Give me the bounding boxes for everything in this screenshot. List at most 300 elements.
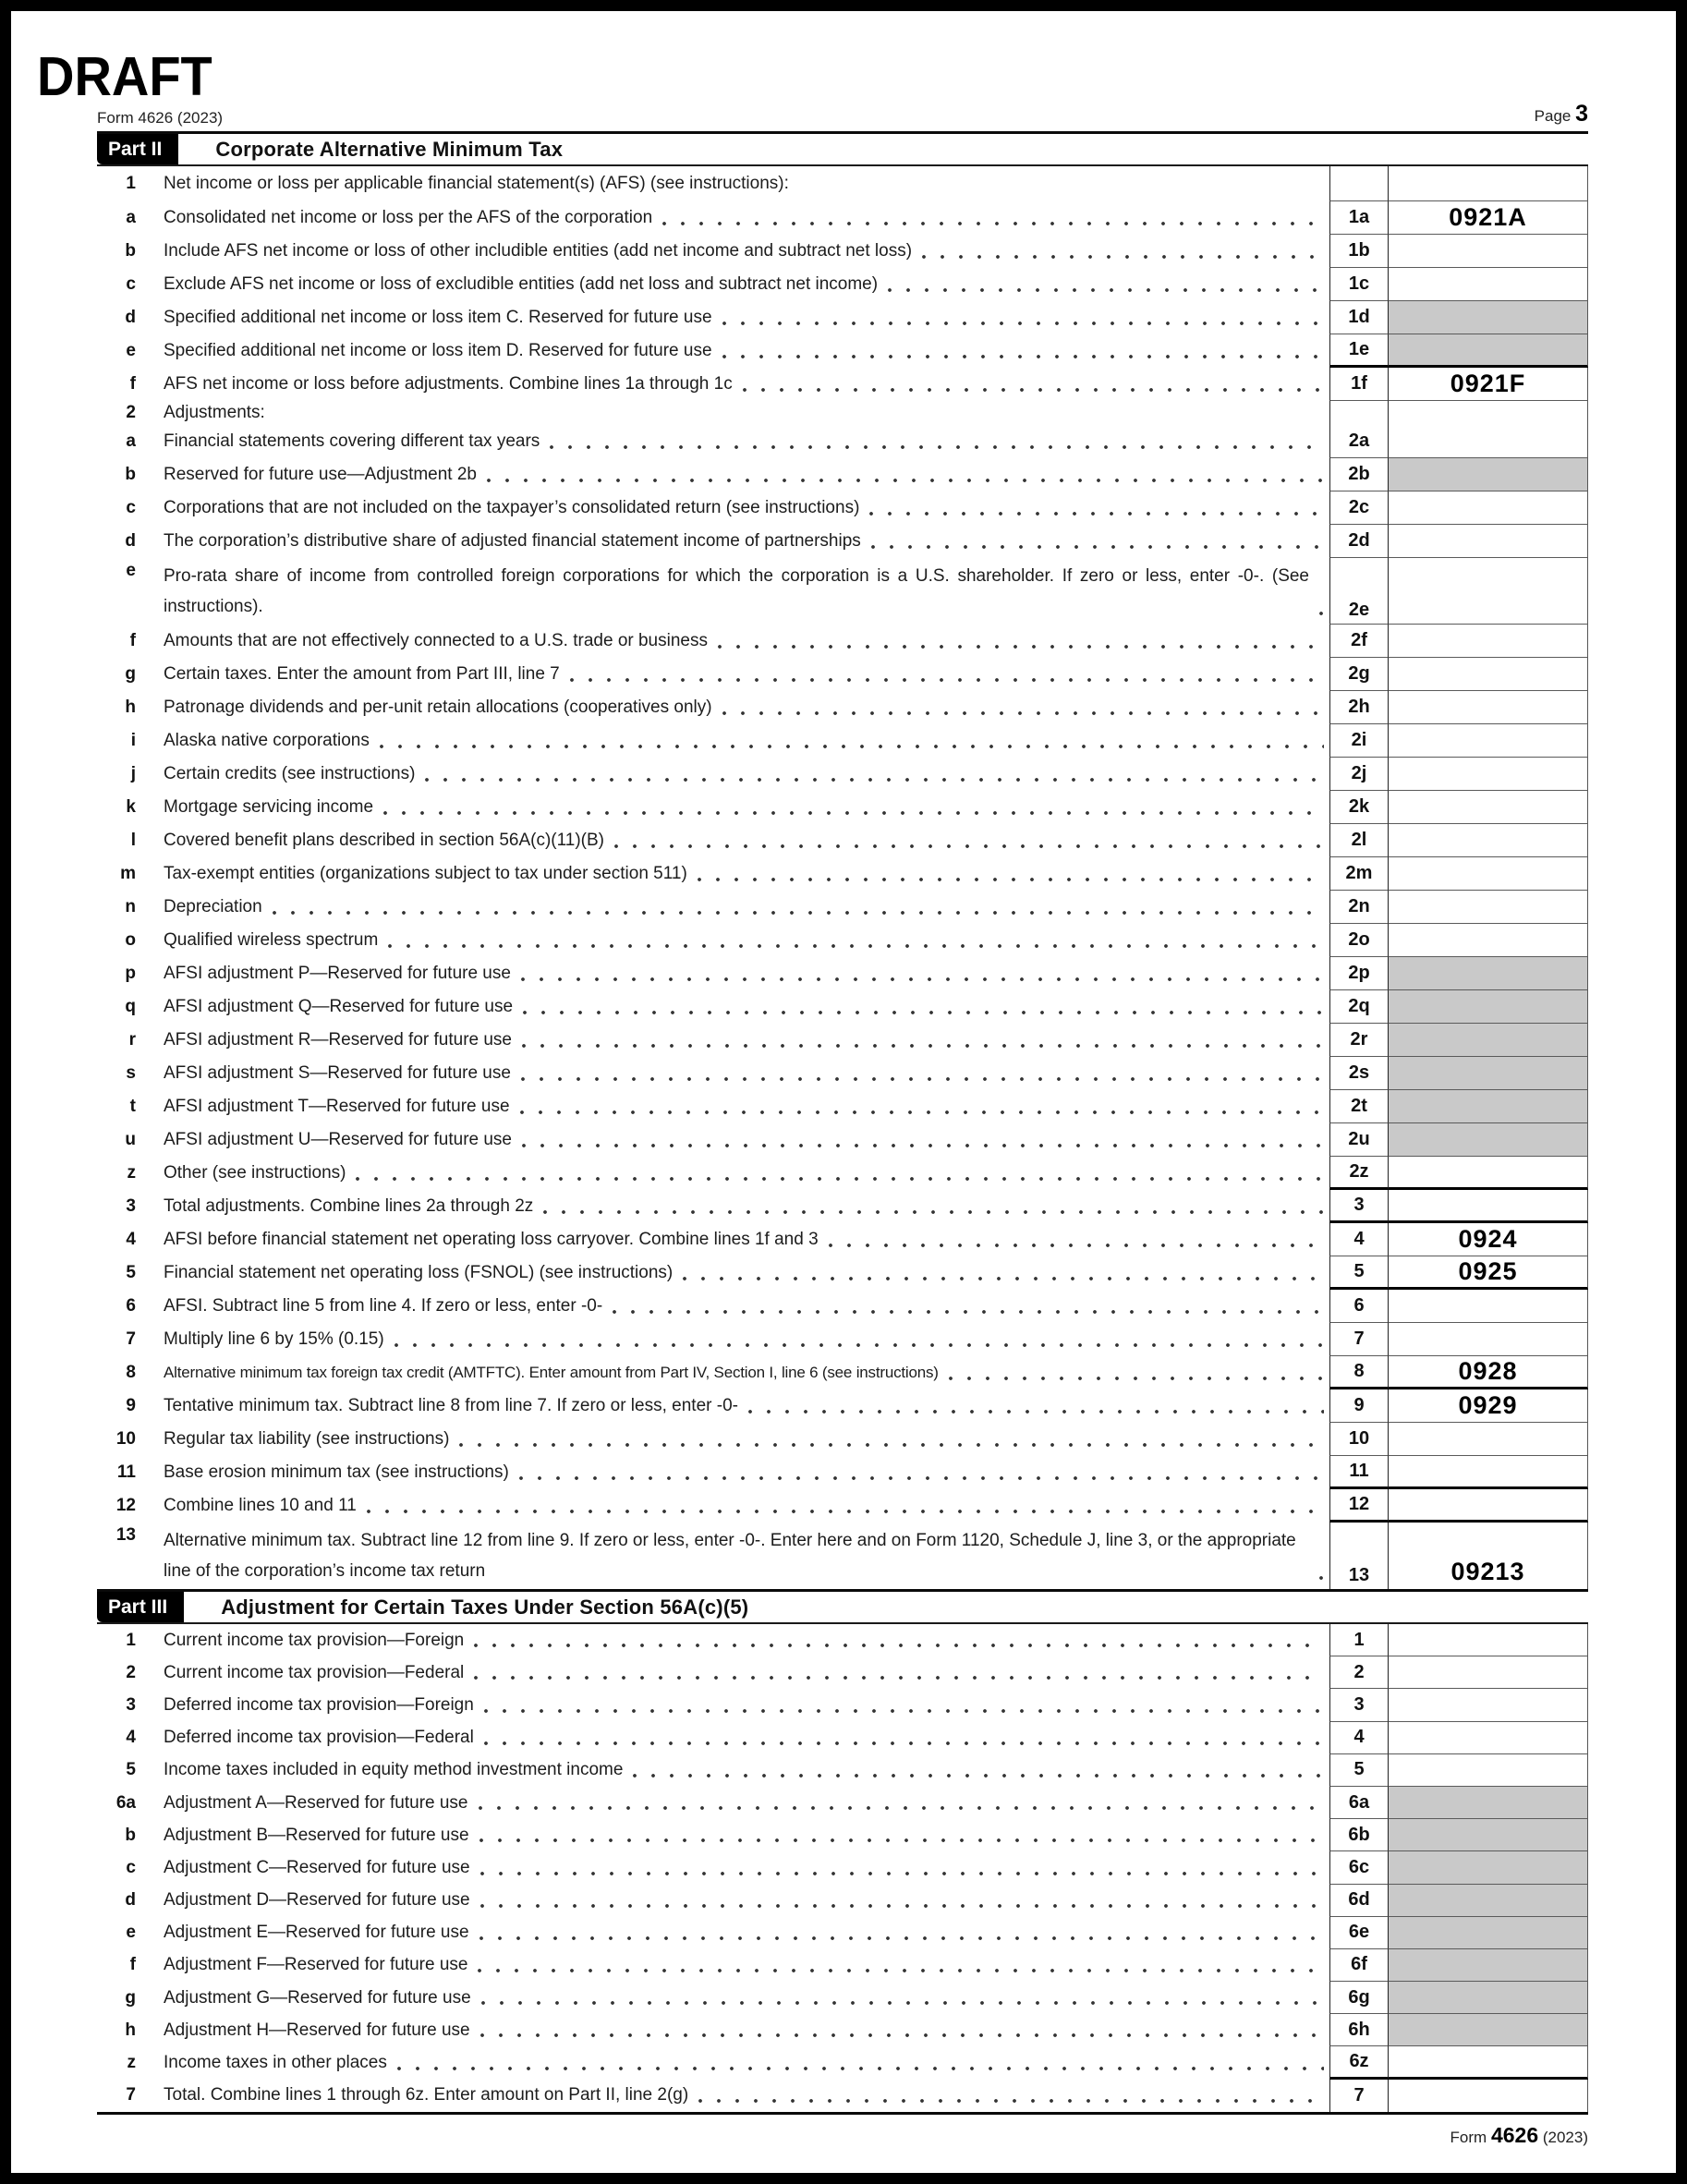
line-number: d <box>125 1890 136 1911</box>
line-ref: 2i <box>1351 730 1367 750</box>
dot-leader <box>521 1123 1324 1157</box>
line-ref-cell <box>1329 2014 1389 2046</box>
amount-cell[interactable] <box>1389 525 1588 558</box>
line-ref-cell <box>1329 691 1389 724</box>
footer-form-label: Form <box>1450 2128 1487 2146</box>
reserved-cell <box>1389 1917 1588 1949</box>
dot-leader <box>394 1323 1324 1356</box>
line-number: 4 <box>126 1728 136 1748</box>
dot-leader <box>473 1624 1324 1656</box>
part2-row-intro-2 <box>97 401 1588 425</box>
dot-leader <box>520 1057 1324 1090</box>
row-label: Current income tax provision—Foreign <box>164 1630 465 1650</box>
part2-header <box>97 134 1588 166</box>
dot-leader <box>272 891 1324 924</box>
row-label: Combine lines 10 and 11 <box>164 1496 357 1515</box>
line-number: p <box>125 964 136 983</box>
part2-row-2e <box>97 558 1588 625</box>
amount-cell[interactable] <box>1389 891 1588 924</box>
line-ref: 9 <box>1353 1395 1365 1415</box>
amount-cell[interactable] <box>1389 1523 1588 1589</box>
line-ref-cell <box>1329 1754 1389 1787</box>
dot-leader <box>518 1456 1324 1489</box>
part3-row-6e <box>97 1917 1588 1949</box>
amount-cell[interactable] <box>1389 1489 1588 1523</box>
row-label: Covered benefit plans described in section 56A(c)(11)(B) <box>164 831 604 850</box>
part2-row-10 <box>97 1423 1588 1456</box>
dot-leader <box>387 924 1324 957</box>
page-indicator <box>1535 101 1588 127</box>
line-ref: 6g <box>1348 1986 1370 2008</box>
amount-cell[interactable] <box>1389 1290 1588 1323</box>
row-label: Other (see instructions) <box>164 1163 346 1183</box>
line-ref-cell <box>1329 1090 1389 1123</box>
row-label: AFSI before financial statement net operating loss carryover. Combine lines 1f and 3 <box>164 1230 819 1249</box>
dot-leader <box>355 1157 1324 1190</box>
amount-cell[interactable] <box>1389 2080 1588 2112</box>
part2-row-intro-1 <box>97 166 1588 201</box>
dot-leader <box>747 1389 1324 1423</box>
reserved-cell <box>1389 1949 1588 1982</box>
dot-leader <box>887 268 1324 301</box>
row-label: Reserved for future use—Adjustment 2b <box>164 465 478 484</box>
line-ref-cell <box>1329 1456 1389 1489</box>
amount-cell[interactable] <box>1389 824 1588 857</box>
row-label: Current income tax provision—Federal <box>164 1662 465 1682</box>
entry-value: 0921A <box>1449 203 1527 231</box>
line-number: 3 <box>126 1694 136 1715</box>
dot-leader <box>479 1917 1324 1949</box>
amount-cell[interactable] <box>1389 658 1588 691</box>
line-number: 7 <box>126 1329 136 1349</box>
amount-cell[interactable] <box>1389 1256 1588 1290</box>
part2-row-2i <box>97 724 1588 758</box>
dot-leader <box>1318 558 1324 625</box>
part3-row-7 <box>97 2080 1588 2112</box>
row-label: Total adjustments. Combine lines 2a through 2z <box>164 1196 534 1216</box>
row-label: AFSI adjustment R—Reserved for future use <box>164 1030 512 1050</box>
reserved-cell <box>1389 458 1588 491</box>
line-ref-cell <box>1329 425 1389 458</box>
reserved-cell <box>1389 1090 1588 1123</box>
amount-cell[interactable] <box>1389 1356 1588 1389</box>
dot-leader <box>948 1356 1324 1389</box>
line-ref: 1b <box>1348 240 1370 261</box>
dot-leader <box>870 525 1324 558</box>
line-number: 4 <box>126 1230 136 1249</box>
dot-leader <box>479 1885 1324 1917</box>
part2-title: Corporate Alternative Minimum Tax <box>215 137 564 161</box>
dot-leader <box>698 2080 1324 2112</box>
reserved-cell <box>1389 990 1588 1024</box>
line-ref: 4 <box>1353 1229 1365 1249</box>
amount-cell[interactable] <box>1389 1656 1588 1689</box>
line-ref: 2z <box>1349 1161 1369 1182</box>
entry-value: 0928 <box>1458 1357 1518 1385</box>
entry-value: 0925 <box>1458 1257 1518 1285</box>
form-header-line <box>97 101 1588 127</box>
line-number: 9 <box>126 1396 136 1415</box>
line-ref-cell <box>1329 1290 1389 1323</box>
row-label: Adjustment A—Reserved for future use <box>164 1792 468 1813</box>
dot-leader <box>722 334 1324 368</box>
line-ref: 2a <box>1348 431 1370 451</box>
amount-cell[interactable] <box>1389 724 1588 758</box>
part2-row-2h <box>97 691 1588 724</box>
line-ref: 3 <box>1353 1195 1365 1215</box>
dot-leader <box>382 791 1324 824</box>
amount-cell[interactable] <box>1389 425 1588 458</box>
line-number: n <box>125 897 136 916</box>
form-page <box>11 11 1676 2173</box>
amount-cell[interactable] <box>1389 691 1588 724</box>
line-ref: 6e <box>1348 1922 1370 1943</box>
part3-row-6g <box>97 1982 1588 2014</box>
dot-leader <box>717 625 1324 658</box>
dot-leader <box>1318 1523 1324 1589</box>
amount-cell[interactable] <box>1389 1223 1588 1256</box>
line-ref: 2k <box>1348 796 1370 817</box>
dot-leader <box>542 1190 1324 1223</box>
row-label: Qualified wireless spectrum <box>164 930 379 950</box>
dot-leader <box>798 166 1324 201</box>
part2-row-2t <box>97 1090 1588 1123</box>
line-ref: 2 <box>1353 1661 1365 1682</box>
line-number: f <box>129 374 136 394</box>
line-ref: 2f <box>1351 630 1367 650</box>
dot-leader <box>486 458 1324 491</box>
row-label: Certain credits (see instructions) <box>164 764 416 783</box>
part3-header <box>97 1592 1588 1624</box>
amount-cell[interactable] <box>1389 1456 1588 1489</box>
line-ref: 11 <box>1349 1461 1369 1481</box>
line-ref: 12 <box>1348 1494 1370 1514</box>
line-number: 10 <box>115 1429 136 1449</box>
line-number: b <box>125 241 136 261</box>
line-ref-cell <box>1329 2080 1389 2112</box>
amount-cell[interactable] <box>1389 1689 1588 1721</box>
line-ref: 1d <box>1348 307 1370 327</box>
part2-row-12 <box>97 1489 1588 1523</box>
dot-leader <box>479 1819 1324 1851</box>
amount-cell[interactable] <box>1389 1190 1588 1223</box>
part3-row-6c <box>97 1851 1588 1884</box>
amount-cell[interactable] <box>1389 625 1588 658</box>
part2-row-2c <box>97 491 1588 525</box>
part2-row-2l <box>97 824 1588 857</box>
line-ref: 2o <box>1348 929 1370 950</box>
amount-cell[interactable] <box>1389 1423 1588 1456</box>
line-ref: 1e <box>1348 339 1370 359</box>
line-number: g <box>125 1987 136 2008</box>
line-ref: 7 <box>1353 1329 1365 1349</box>
row-label: Adjustment H—Reserved for future use <box>164 2020 470 2040</box>
dot-leader <box>722 301 1324 334</box>
line-number: s <box>126 1063 136 1083</box>
line-ref: 7 <box>1353 2084 1365 2105</box>
line-number: 6a <box>115 1792 136 1813</box>
row-label: Total. Combine lines 1 through 6z. Enter amount on Part II, line 2(g) <box>164 2085 689 2105</box>
line-ref-cell <box>1329 1024 1389 1057</box>
dot-leader <box>473 1656 1324 1689</box>
line-ref-cell <box>1329 1223 1389 1256</box>
amount-cell[interactable] <box>1389 201 1588 235</box>
row-label: Alternative minimum tax foreign tax credit (AMTFTC). Enter amount from Part IV, Section I, line 6 (see instructions) <box>164 1364 939 1381</box>
reserved-cell <box>1389 1819 1588 1851</box>
reserved-cell <box>1389 1057 1588 1090</box>
dot-leader <box>632 1754 1324 1787</box>
part3-row-6h <box>97 2014 1588 2046</box>
row-label: The corporation’s distributive share of adjusted financial statement income of partnerships <box>164 531 861 551</box>
line-ref-cell <box>1329 334 1389 368</box>
line-number: q <box>125 997 136 1016</box>
amount-cell[interactable] <box>1389 857 1588 891</box>
line-number: h <box>125 2020 136 2040</box>
reserved-cell <box>1389 1787 1588 1819</box>
amount-cell[interactable] <box>1389 2046 1588 2079</box>
line-ref-cell <box>1329 525 1389 558</box>
line-number: 5 <box>126 1760 136 1780</box>
amount-cell[interactable] <box>1389 758 1588 791</box>
dot-leader <box>612 1290 1324 1323</box>
entry-value: 09213 <box>1450 1558 1525 1585</box>
part2-row-2a <box>97 425 1588 458</box>
line-number: f <box>129 1955 136 1975</box>
line-ref: 6d <box>1348 1889 1370 1911</box>
line-number: j <box>130 764 136 783</box>
amount-cell[interactable] <box>1389 924 1588 957</box>
amount-cell[interactable] <box>1389 558 1588 625</box>
line-ref-cell <box>1329 166 1389 201</box>
row-label: Specified additional net income or loss item D. Reserved for future use <box>164 341 712 360</box>
line-ref-cell <box>1329 1256 1389 1290</box>
line-ref: 2j <box>1351 763 1367 783</box>
line-number: h <box>125 698 136 717</box>
line-ref: 1f <box>1351 373 1367 394</box>
entry-value: 0921F <box>1450 370 1526 397</box>
bottom-rule <box>97 2112 1588 2115</box>
part2-row-2k <box>97 791 1588 824</box>
line-ref-cell <box>1329 491 1389 525</box>
footer-form-year: (2023) <box>1542 2128 1588 2146</box>
part2-row-2j <box>97 758 1588 791</box>
reserved-cell <box>1389 1885 1588 1917</box>
row-label: Adjustments: <box>164 403 265 422</box>
line-ref: 1 <box>1353 1629 1365 1650</box>
line-ref: 3 <box>1353 1693 1365 1715</box>
part3-table <box>97 1624 1588 2112</box>
amount-cell[interactable] <box>1389 235 1588 268</box>
reserved-cell <box>1389 957 1588 990</box>
line-ref-cell <box>1329 857 1389 891</box>
part3-row-6f <box>97 1949 1588 1982</box>
amount-cell[interactable] <box>1389 401 1588 425</box>
line-ref-cell <box>1329 891 1389 924</box>
line-ref: 1c <box>1348 273 1370 294</box>
line-number: 3 <box>126 1196 136 1216</box>
line-ref: 2b <box>1348 464 1370 484</box>
part2-row-2f <box>97 625 1588 658</box>
line-number: a <box>126 431 136 451</box>
line-number: c <box>126 274 136 294</box>
row-label: Adjustment E—Reserved for future use <box>164 1923 469 1943</box>
part3-title: Adjustment for Certain Taxes Under Section 56A(c)(5) <box>221 1595 749 1619</box>
row-label: Include AFS net income or loss of other includible entities (add net income and subtract net loss) <box>164 241 913 261</box>
part2-row-2z <box>97 1157 1588 1190</box>
line-ref-cell <box>1329 1190 1389 1223</box>
amount-cell[interactable] <box>1389 491 1588 525</box>
line-ref: 2s <box>1348 1062 1370 1083</box>
line-ref-cell <box>1329 957 1389 990</box>
row-label: Net income or loss per applicable financial statement(s) (AFS) (see instructions): <box>164 174 789 193</box>
dot-leader <box>424 758 1324 791</box>
line-ref: 2c <box>1348 497 1370 517</box>
reserved-cell <box>1389 1123 1588 1157</box>
part2-row-11 <box>97 1456 1588 1489</box>
dot-leader <box>661 201 1324 235</box>
line-ref-cell <box>1329 990 1389 1024</box>
part2-row-2g <box>97 658 1588 691</box>
line-ref-cell <box>1329 1624 1389 1656</box>
amount-cell[interactable] <box>1389 1157 1588 1190</box>
line-ref: 6c <box>1348 1856 1370 1877</box>
part3-row-5 <box>97 1754 1588 1787</box>
amount-cell[interactable] <box>1389 1754 1588 1787</box>
line-number: m <box>120 864 136 883</box>
reserved-cell <box>1389 301 1588 334</box>
row-label: Income taxes in other places <box>164 2053 387 2073</box>
dot-leader <box>828 1223 1324 1256</box>
dot-leader <box>480 1982 1324 2014</box>
part2-row-2n <box>97 891 1588 924</box>
part2-row-1c <box>97 268 1588 301</box>
line-ref: 2d <box>1348 530 1370 551</box>
part2-row-6 <box>97 1290 1588 1323</box>
reserved-cell <box>1389 2014 1588 2046</box>
part3-label: Part III <box>97 1592 184 1622</box>
line-ref: 2r <box>1350 1029 1368 1050</box>
amount-cell[interactable] <box>1389 368 1588 401</box>
line-number: 6 <box>126 1296 136 1316</box>
row-label: Amounts that are not effectively connected to a U.S. trade or business <box>164 631 708 650</box>
line-ref: 2e <box>1348 600 1370 620</box>
amount-cell[interactable] <box>1389 1624 1588 1656</box>
part2-row-3 <box>97 1190 1588 1223</box>
dot-leader <box>868 491 1324 525</box>
line-ref-cell <box>1329 301 1389 334</box>
line-ref-cell <box>1329 1787 1389 1819</box>
line-ref: 2p <box>1348 963 1370 983</box>
part2-row-2s <box>97 1057 1588 1090</box>
line-number: o <box>125 930 136 950</box>
line-number: d <box>125 308 136 327</box>
dot-leader <box>613 824 1324 857</box>
line-ref-cell <box>1329 268 1389 301</box>
line-ref: 6f <box>1351 1954 1367 1975</box>
line-ref-cell <box>1329 658 1389 691</box>
line-ref-cell <box>1329 235 1389 268</box>
amount-cell[interactable] <box>1389 1722 1588 1754</box>
row-label: Regular tax liability (see instructions) <box>164 1429 450 1449</box>
line-ref-cell <box>1329 1851 1389 1884</box>
part3-row-6d <box>97 1885 1588 1917</box>
row-label: Deferred income tax provision—Foreign <box>164 1694 474 1715</box>
row-label: Tentative minimum tax. Subtract line 8 from line 7. If zero or less, enter -0- <box>164 1396 738 1415</box>
part2-label: Part II <box>97 134 178 164</box>
line-ref: 2n <box>1348 896 1370 916</box>
row-label: Deferred income tax provision—Federal <box>164 1728 474 1748</box>
dot-leader <box>682 1256 1324 1290</box>
dot-leader <box>274 401 1324 425</box>
line-number: 12 <box>115 1496 136 1515</box>
amount-cell[interactable] <box>1389 791 1588 824</box>
footer-form-number: 4626 <box>1490 2122 1539 2147</box>
line-ref-cell <box>1329 1722 1389 1754</box>
amount-cell[interactable] <box>1389 166 1588 201</box>
form-footer <box>97 2123 1588 2148</box>
reserved-cell <box>1389 334 1588 368</box>
row-label: AFSI adjustment S—Reserved for future use <box>164 1063 511 1083</box>
part2-row-2o <box>97 924 1588 957</box>
amount-cell[interactable] <box>1389 268 1588 301</box>
row-label: Certain taxes. Enter the amount from Part III, line 7 <box>164 664 560 684</box>
form-number-header: Form 4626 (2023) <box>97 109 224 127</box>
line-ref: 1a <box>1348 207 1370 227</box>
row-label: Alternative minimum tax. Subtract line 12 from line 9. If zero or less, enter -0-. Enter here and on Form 1120, Schedule J, line 3, or the appropriate line of the corporation’s income tax return <box>164 1531 1296 1581</box>
part2-row-2r <box>97 1024 1588 1057</box>
part2-row-1d <box>97 301 1588 334</box>
line-ref-cell <box>1329 625 1389 658</box>
dot-leader <box>742 368 1324 401</box>
dot-leader <box>522 990 1324 1024</box>
dot-leader <box>479 1851 1324 1884</box>
row-label: Consolidated net income or loss per the AFS of the corporation <box>164 208 653 227</box>
line-number: z <box>127 2053 136 2073</box>
part3-row-6b <box>97 1819 1588 1851</box>
entry-value: 0929 <box>1458 1391 1518 1419</box>
line-ref-cell <box>1329 368 1389 401</box>
line-number: c <box>126 498 136 517</box>
amount-cell[interactable] <box>1389 1389 1588 1423</box>
dot-leader <box>569 658 1324 691</box>
part2-row-7 <box>97 1323 1588 1356</box>
row-label: Financial statement net operating loss (FSNOL) (see instructions) <box>164 1263 674 1282</box>
row-label: Adjustment F—Reserved for future use <box>164 1955 468 1975</box>
part2-row-2u <box>97 1123 1588 1157</box>
line-ref-cell <box>1329 1057 1389 1090</box>
dot-leader <box>379 724 1324 758</box>
part2-row-5 <box>97 1256 1588 1290</box>
line-number: l <box>130 831 136 850</box>
line-ref: 13 <box>1348 1565 1370 1585</box>
line-ref-cell <box>1329 1949 1389 1982</box>
part2-row-13 <box>97 1523 1588 1589</box>
line-number: r <box>128 1030 136 1050</box>
reserved-cell <box>1389 1851 1588 1884</box>
amount-cell[interactable] <box>1389 1323 1588 1356</box>
part3-row-3 <box>97 1689 1588 1721</box>
line-number: b <box>125 1825 136 1845</box>
line-ref-cell <box>1329 1356 1389 1389</box>
line-ref-cell <box>1329 1656 1389 1689</box>
row-label: Multiply line 6 by 15% (0.15) <box>164 1329 384 1349</box>
part3-row-2 <box>97 1656 1588 1689</box>
line-ref-cell <box>1329 1489 1389 1523</box>
dot-leader <box>520 957 1324 990</box>
row-label: Mortgage servicing income <box>164 797 374 817</box>
line-number: z <box>127 1163 136 1183</box>
part2-row-1f <box>97 368 1588 401</box>
